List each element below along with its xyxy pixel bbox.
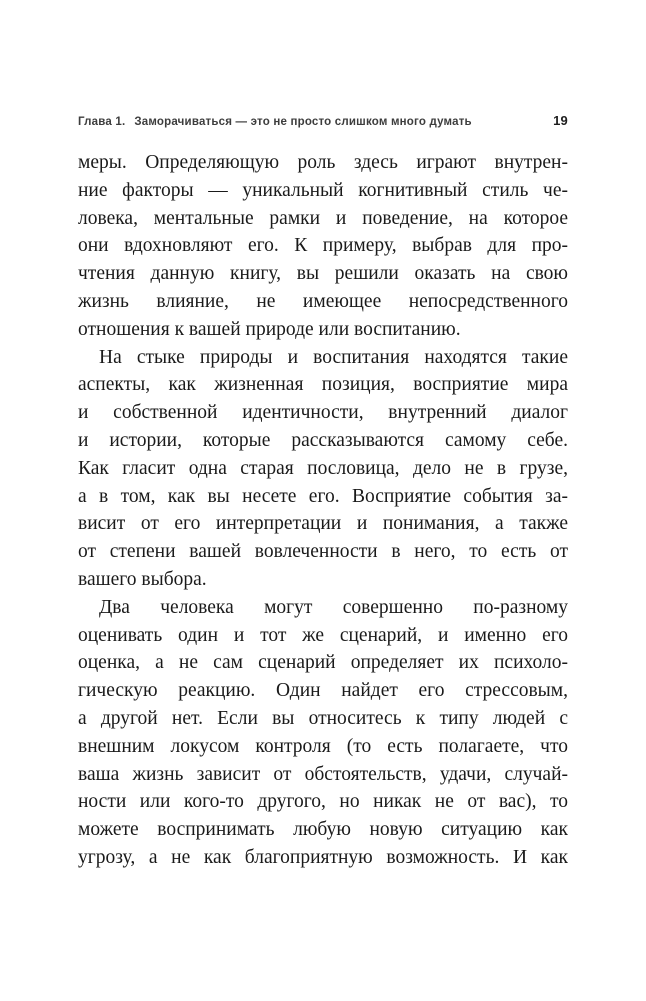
text-line: вашего выбора. — [78, 568, 207, 590]
text-line: ние факторы — уникальный когнитивный стиль че- — [78, 179, 568, 201]
text-line: Как гласит одна старая пословица, дело не в грузе, — [78, 457, 568, 479]
text-line: ваша жизнь зависит от обстоятельств, удачи, случай- — [78, 763, 568, 785]
text-line: от степени вашей вовлеченности в него, то есть от — [78, 541, 568, 563]
running-head — [78, 116, 472, 128]
text-line: внешним локусом контроля (то есть полагаете, что — [78, 735, 568, 757]
text-line: гическую реакцию. Один найдет его стрессовым, — [78, 680, 568, 702]
text-line: ловека, ментальные рамки и поведение, на которое — [78, 207, 568, 229]
text-line: чтения данную книгу, вы решили оказать на свою — [78, 263, 568, 285]
text-line: Два человека могут совершенно по-разному — [99, 596, 568, 618]
text-line: можете воспринимать любую новую ситуацию как — [78, 819, 568, 841]
text-line: оценка, а не сам сценарий определяет их психоло- — [78, 652, 568, 674]
chapter-label: Глава 1. — [78, 116, 126, 128]
text-line: висит от его интерпретации и понимания, а также — [78, 513, 568, 535]
text-line: угрозу, а не как благоприятную возможность. И как — [78, 846, 568, 868]
text-line: и истории, которые рассказываются самому себе. — [78, 429, 568, 451]
paragraph — [78, 594, 568, 872]
text-line: аспекты, как жизненная позиция, восприятие мира — [78, 374, 568, 396]
page-body — [78, 149, 568, 872]
chapter-title: Заморачиваться — это не просто слишком много думать — [134, 116, 472, 128]
text-line: они вдохновляют его. К примеру, выбрав для про- — [78, 235, 568, 257]
text-line: а другой нет. Если вы относитесь к типу людей с — [78, 707, 568, 729]
page-number: 19 — [553, 113, 568, 128]
paragraph — [78, 149, 568, 344]
text-line: оценивать один и тот же сценарий, и именно его — [78, 624, 568, 646]
text-line: На стыке природы и воспитания находятся такие — [99, 346, 568, 368]
text-line: ности или кого-то другого, но никак не от вас), то — [78, 791, 568, 813]
page-header — [78, 113, 568, 128]
text-line: меры. Определяющую роль здесь играют внутрен- — [78, 152, 568, 173]
text-line: и собственной идентичности, внутренний диалог — [78, 402, 568, 424]
paragraph — [78, 344, 568, 594]
text-line: жизнь влияние, не имеющее непосредственного — [78, 290, 568, 312]
text-line: а в том, как вы несете его. Восприятие события за- — [78, 485, 568, 507]
text-line: отношения к вашей природе или воспитанию. — [78, 318, 461, 340]
